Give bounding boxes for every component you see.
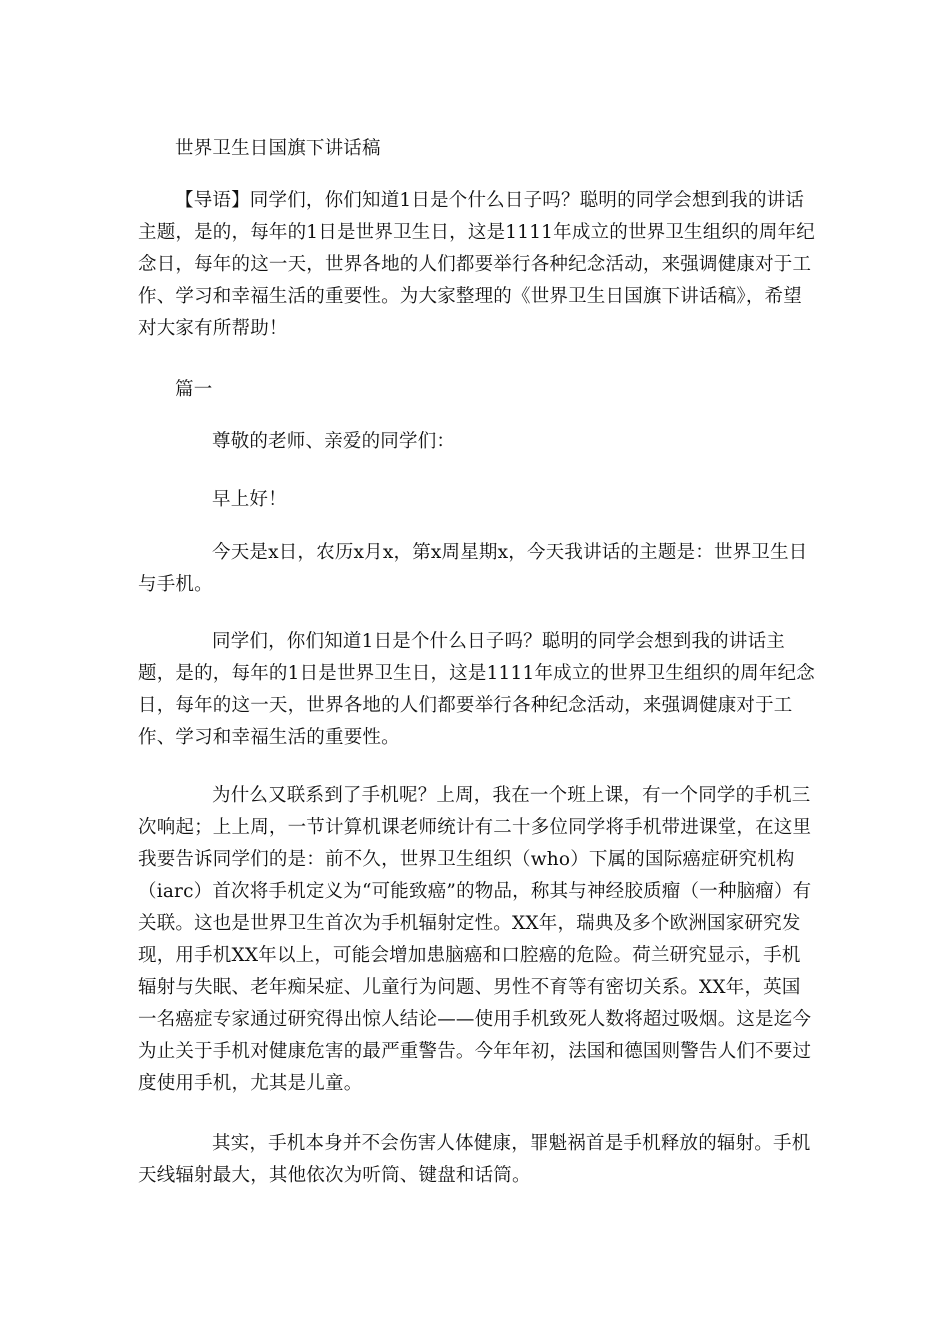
body-paragraph: 同学们，你们知道1日是个什么日子吗？聪明的同学会想到我的讲话主题，是的，每年的1日是世界卫生日，这是1111年成立的世界卫生组织的周年纪念日，每年的这一天，世界各地的人们都要举行各种纪念活动，来强调健康对于工作、学习和幸福生活的重要性。 <box>138 631 815 748</box>
body-paragraph: 今天是x日，农历x月x，第x周星期x，今天我讲话的主题是：世界卫生日与手机。 <box>138 542 808 595</box>
greeting: 早上好！ <box>212 489 287 510</box>
body-paragraph: 其实，手机本身并不会伤害人体健康，罪魁祸首是手机释放的辐射。手机天线辐射最大，其他依次为听筒、键盘和话筒。 <box>138 1133 811 1186</box>
body-paragraph: 为什么又联系到了手机呢？上周，我在一个班上课，有一个同学的手机三次响起；上上周，一节计算机课老师统计有二十多位同学将手机带进课堂，在这里我要告诉同学们的是：前不久，世界卫生组织（who）下属的国际癌症研究机构（iarc）首次将手机定义为“可能致癌”的物品，称其与神经胶质瘤（一种脑瘤）有关联。这也是世界卫生首次为手机辐射定性。XX年，瑞典及多个欧洲国家研究发现，用手机XX年以上，可能会增加患脑癌和口腔癌的危险。荷兰研究显示，手机辐射与失眠、老年痴呆症、儿童行为问题、男性不育等有密切关系。XX年，英国一名癌症专家通过研究得出惊人结论——使用手机致死人数将超过吸烟。这是迄今为止关于手机对健康危害的最严重警告。今年年初，法国和德国则警告人们不要过度使用手机，尤其是儿童。 <box>138 785 812 1094</box>
document-title: 世界卫生日国旗下讲话稿 <box>175 138 381 159</box>
salutation: 尊敬的老师、亲爱的同学们： <box>212 431 456 452</box>
intro-paragraph: 【导语】同学们，你们知道1日是个什么日子吗？聪明的同学会想到我的讲话主题，是的，每年的1日是世界卫生日，这是1111年成立的世界卫生组织的周年纪念日，每年的这一天，世界各地的人们都要举行各种纪念活动，来强调健康对于工作、学习和幸福生活的重要性。为大家整理的《世界卫生日国旗下讲话稿》，希望对大家有所帮助！ <box>138 190 815 339</box>
section-heading: 篇一 <box>175 379 213 400</box>
